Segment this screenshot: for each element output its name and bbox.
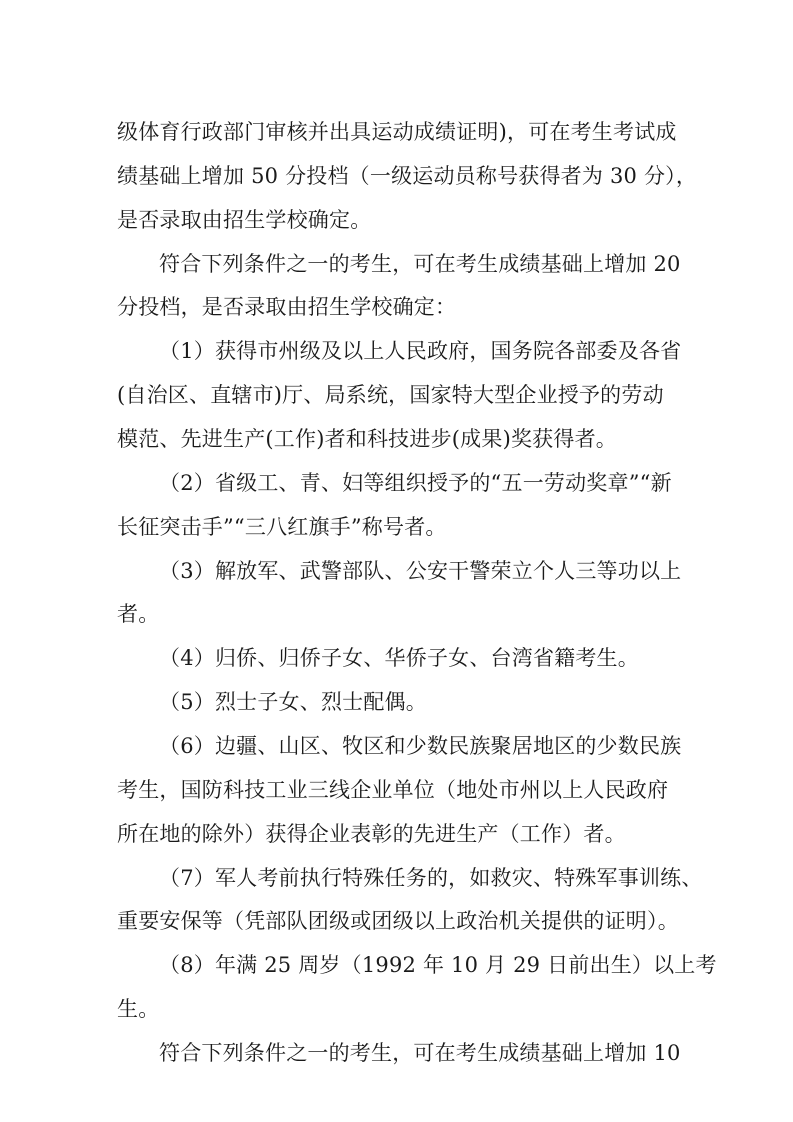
list-item-1: （1）获得市州级及以上人民政府，国务院各部委及各省 xyxy=(159,339,682,363)
text-line: 分投档，是否录取由招生学校确定： xyxy=(117,295,457,319)
text-line: 模范、先进生产(工作)者和科技进步(成果)奖获得者。 xyxy=(117,427,617,451)
text-line: 所在地的除外）获得企业表彰的先进生产（工作）者。 xyxy=(117,822,626,846)
list-item-5: （5）烈士子女、烈士配偶。 xyxy=(159,690,427,714)
text-line: 长征突击手”“三八红旗手”称号者。 xyxy=(117,515,447,539)
list-item-4: （4）归侨、归侨子女、华侨子女、台湾省籍考生。 xyxy=(159,646,639,670)
text-line: 生。 xyxy=(117,997,160,1021)
list-item-6: （6）边疆、山区、牧区和少数民族聚居地区的少数民族 xyxy=(159,734,682,758)
paragraph-first-line: 符合下列条件之一的考生，可在考生成绩基础上增加 20 xyxy=(159,252,681,276)
text-line: 绩基础上增加 50 分投档（一级运动员称号获得者为 30 分）， xyxy=(117,164,698,188)
list-item-2: （2）省级工、青、妇等组织授予的“五一劳动奖章”“新 xyxy=(159,471,672,495)
text-line: 者。 xyxy=(117,602,160,626)
text-line: 是否录取由招生学校确定。 xyxy=(117,208,372,232)
text-line: 重要安保等（凭部队团级或团级以上政治机关提供的证明）。 xyxy=(117,909,679,933)
list-item-8: （8）年满 25 周岁（1992 年 10 月 29 日前出生）以上考 xyxy=(159,953,717,977)
list-item-3: （3）解放军、武警部队、公安干警荣立个人三等功以上 xyxy=(159,559,682,583)
text-line: 级体育行政部门审核并出具运动成绩证明)，可在考生考试成 xyxy=(117,120,677,144)
list-item-7: （7）军人考前执行特殊任务的，如救灾、特殊军事训练、 xyxy=(159,866,703,890)
paragraph-first-line: 符合下列条件之一的考生，可在考生成绩基础上增加 10 xyxy=(159,1041,681,1065)
text-line: (自治区、直辖市)厅、局系统，国家特大型企业授予的劳动 xyxy=(117,383,664,407)
text-line: 考生，国防科技工业三线企业单位（地处市州以上人民政府 xyxy=(117,778,669,802)
